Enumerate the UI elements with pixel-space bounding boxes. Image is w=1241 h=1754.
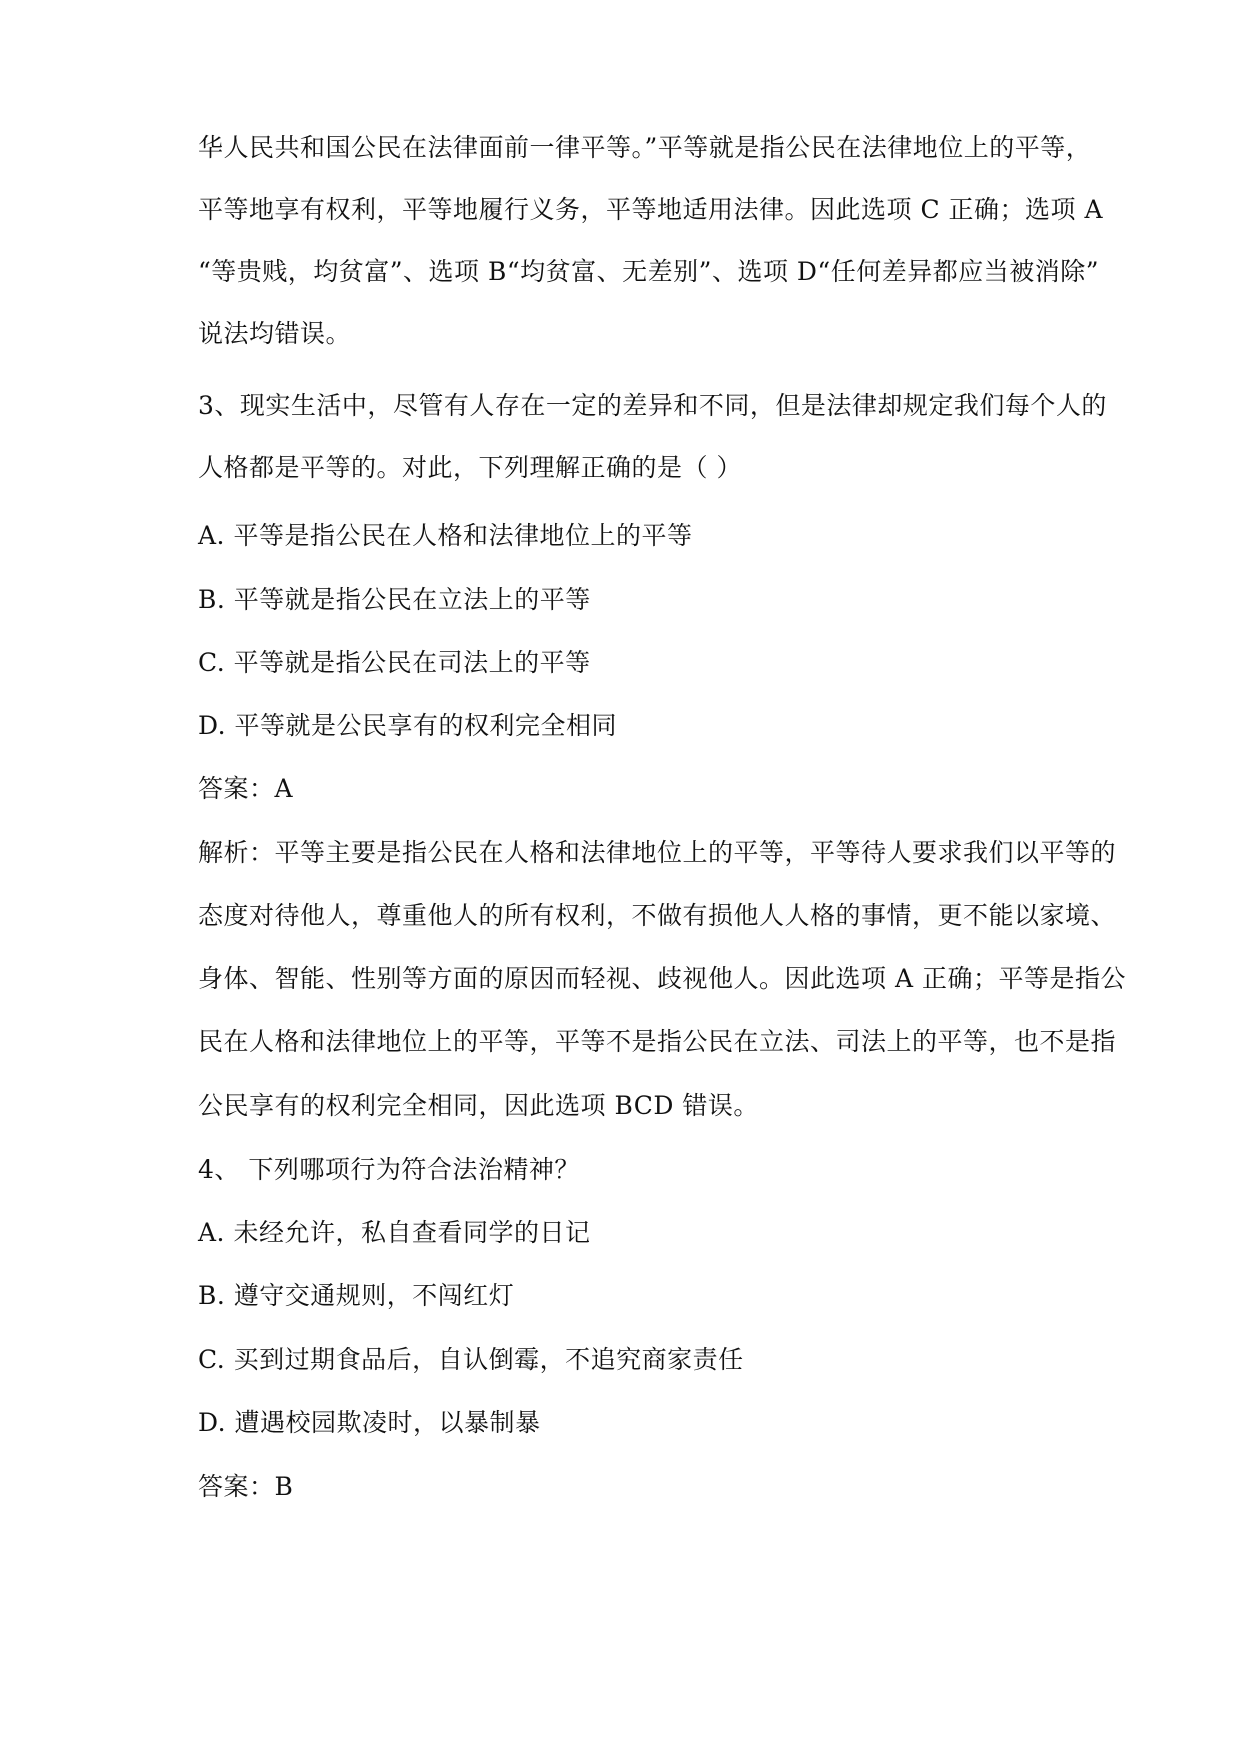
question-3-answer: 答案：A: [198, 774, 294, 803]
question-3-option-b: B. 平等就是指公民在立法上的平等: [198, 585, 591, 614]
question-4-answer: 答案：B: [198, 1472, 294, 1501]
question-3-analysis-line: 身体、智能、性别等方面的原因而轻视、歧视他人。因此选项 A 正确；平等是指公: [198, 964, 1126, 993]
question-3-option-c: C. 平等就是指公民在司法上的平等: [198, 648, 591, 677]
question-4-option-a: A. 未经允许，私自查看同学的日记: [198, 1218, 591, 1247]
question-3-option-d: D. 平等就是公民享有的权利完全相同: [198, 711, 618, 740]
question-3-stem: 3、现实生活中，尽管有人存在一定的差异和不同，但是法律却规定我们每个人的: [198, 391, 1107, 420]
analysis-continuation-line: 说法均错误。: [198, 319, 352, 348]
question-3-analysis-line: 民在人格和法律地位上的平等，平等不是指公民在立法、司法上的平等，也不是指: [198, 1027, 1117, 1056]
question-3-analysis-line: 态度对待他人，尊重他人的所有权利，不做有损他人人格的事情，更不能以家境、: [198, 901, 1117, 930]
analysis-continuation-line: 华人民共和国公民在法律面前一律平等。”平等就是指公民在法律地位上的平等，: [198, 133, 1092, 162]
question-3-analysis-line: 公民享有的权利完全相同，因此选项 BCD 错误。: [198, 1091, 759, 1120]
analysis-continuation-line: “等贵贱，均贫富”、选项 B“均贫富、无差别”、选项 D“任何差异都应当被消除”: [198, 257, 1099, 286]
question-4-option-b: B. 遵守交通规则，不闯红灯: [198, 1281, 515, 1310]
question-4-option-d: D. 遭遇校园欺凌时，以暴制暴: [198, 1408, 541, 1437]
question-3-analysis-line: 解析：平等主要是指公民在人格和法律地位上的平等，平等待人要求我们以平等的: [198, 838, 1117, 867]
question-3-option-a: A. 平等是指公民在人格和法律地位上的平等: [198, 521, 693, 550]
question-4-option-c: C. 买到过期食品后，自认倒霉，不追究商家责任: [198, 1345, 744, 1374]
analysis-continuation-line: 平等地享有权利，平等地履行义务，平等地适用法律。因此选项 C 正确；选项 A: [198, 195, 1104, 224]
question-3-stem: 人格都是平等的。对此，下列理解正确的是（ ）: [198, 453, 742, 482]
question-4-stem: 4、 下列哪项行为符合法治精神？: [198, 1155, 580, 1184]
